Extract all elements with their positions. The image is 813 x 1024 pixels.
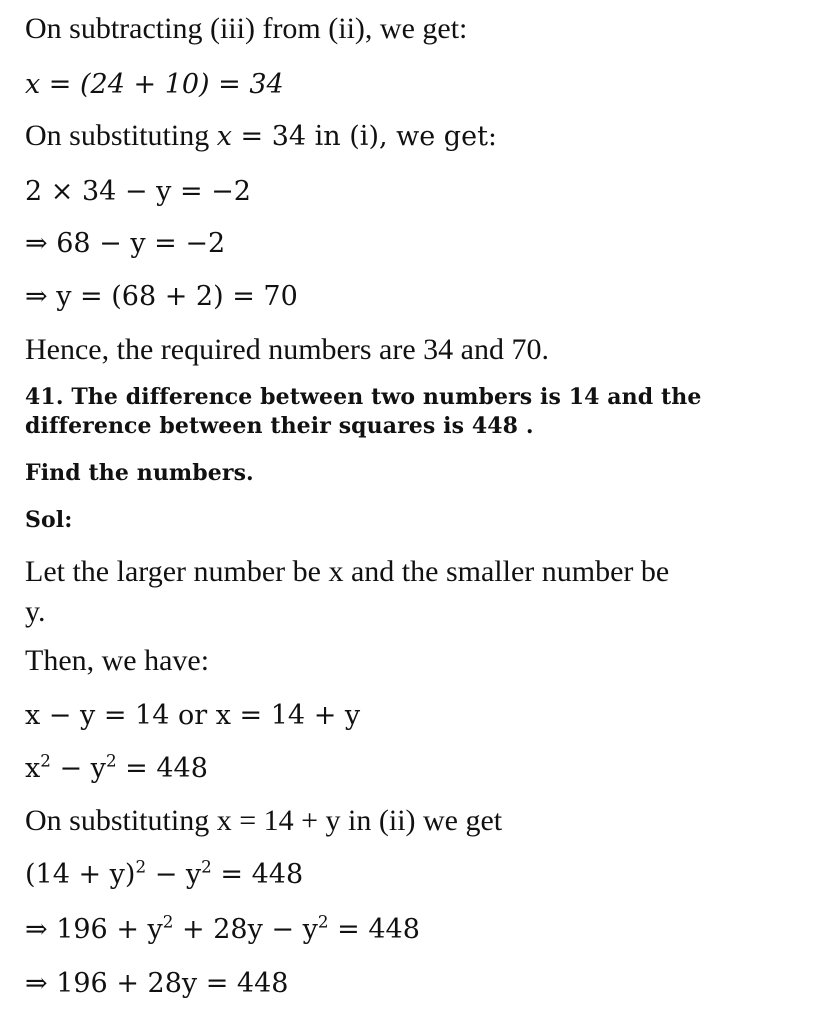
line-then: Then, we have: — [25, 644, 210, 677]
find-numbers-heading: Find the numbers. — [25, 460, 254, 486]
line-substituting-ii: On substituting x = 14 + y in (ii) we get — [25, 804, 503, 837]
equation-squares: $x^2 - y^2 = 448$ — [25, 750, 208, 784]
equation-expansion: $(14 + y)^2 - y^2 = 448$ — [25, 856, 304, 890]
question-41-line-2: difference between their squares is 448 . — [25, 413, 534, 439]
equation-196-expanded: ⇒ $196 + y^2 + 28y - y^2 = 448$ — [25, 911, 420, 945]
line-substituting-x: On substituting x = 34 in (i), we get: — [25, 119, 498, 152]
solution-label: Sol: — [25, 507, 73, 533]
equation-y-value: ⇒ y = (68 + 2) = 70 — [25, 281, 298, 312]
line-conclusion: Hence, the required numbers are 34 and 70. — [25, 333, 549, 366]
line-subtracting: On subtracting (iii) from (ii), we get: — [25, 12, 468, 45]
equation-x-value: x = (24 + 10) = 34 — [25, 69, 284, 100]
equation-x-minus-y: x − y = 14 or x = 14 + y — [25, 700, 361, 731]
line-let-y: y. — [25, 595, 46, 628]
equation-196-28y: ⇒ 196 + 28y = 448 — [25, 968, 289, 999]
question-41-line-1: 41. The difference between two numbers is 14 and the — [25, 384, 702, 410]
line-let-larger: Let the larger number be x and the smaller number be — [25, 555, 670, 588]
equation-68-minus-y: ⇒ 68 − y = −2 — [25, 228, 226, 259]
equation-2x34: 2 × 34 − y = −2 — [25, 176, 251, 207]
